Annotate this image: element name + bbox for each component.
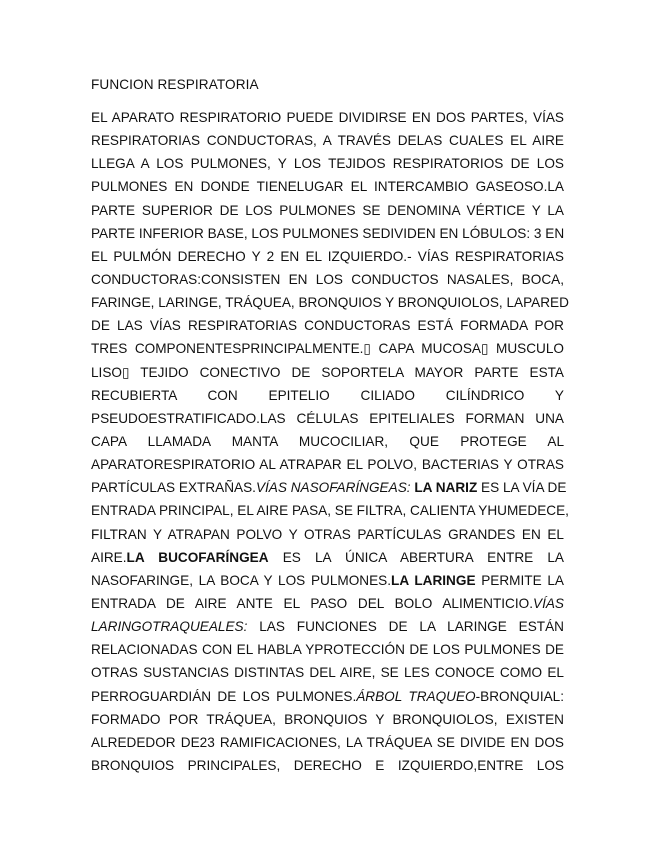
text-line — [91, 731, 564, 754]
text-line — [91, 245, 564, 268]
document-body — [91, 106, 569, 777]
text-line — [91, 129, 564, 152]
text-run: FARINGE, LARINGE, TRÁQUEA, BRONQUIOS Y BRONQUIOLOS, LAPARED — [91, 295, 569, 311]
text-run: -BRONQUIAL: — [475, 688, 564, 704]
text-line — [91, 523, 564, 546]
text-line — [91, 476, 567, 499]
text-run: OTRAS SUSTANCIAS DISTINTAS DEL AIRE, SE LES CONOCE COMO EL — [91, 665, 564, 681]
text-run: APARATORESPIRATORIO AL ATRAPAR EL POLVO, BACTERIAS Y OTRAS — [91, 457, 564, 473]
text-run: PARTE SUPERIOR DE LOS PULMONES SE DENOMINA VÉRTICE Y LA — [91, 202, 564, 218]
text-line — [91, 268, 564, 291]
italic-term: VÍAS NASOFARÍNGEAS: — [255, 480, 411, 496]
text-run: ALREDEDOR DE23 RAMIFICACIONES, LA TRÁQUEA SE DIVIDE EN DOS — [91, 734, 564, 750]
text-run: LISO▯ TEJIDO CONECTIVO DE SOPORTELA MAYOR PARTE ESTA — [91, 364, 564, 380]
text-run: RECUBIERTA CON EPITELIO CILIADO CILÍNDRICO Y — [91, 387, 564, 403]
text-line — [91, 222, 564, 245]
text-line — [91, 615, 564, 638]
document-title: FUNCION RESPIRATORIA — [91, 77, 259, 92]
text-line — [91, 361, 564, 384]
italic-term: ÁRBOL TRAQUEO — [356, 688, 476, 704]
bold-term: LA NARIZ — [414, 480, 478, 496]
text-line — [91, 430, 564, 453]
italic-term: VÍAS — [533, 595, 564, 611]
bold-term: LA LARINGE — [391, 572, 476, 588]
bold-term: LA BUCOFARÍNGEA — [126, 549, 269, 565]
text-line — [91, 175, 564, 198]
text-run: EL PULMÓN DERECHO Y 2 EN EL IZQUIERDO.- VÍAS RESPIRATORIAS — [91, 248, 564, 264]
text-run: EL APARATO RESPIRATORIO PUEDE DIVIDIRSE EN DOS PARTES, VÍAS — [91, 110, 564, 125]
text-line — [91, 453, 564, 476]
text-run: ES LA VÍA DE — [477, 480, 567, 496]
text-line — [91, 314, 564, 337]
text-run: DE LAS VÍAS RESPIRATORIAS CONDUCTORAS ESTÁ FORMADA POR — [91, 318, 564, 334]
text-line — [91, 407, 564, 430]
text-run: PERROGUARDIÁN DE LOS PULMONES. — [91, 688, 357, 704]
text-run: LLEGA A LOS PULMONES, Y LOS TEJIDOS RESPIRATORIOS DE LOS — [91, 156, 564, 172]
text-run: PARTE INFERIOR BASE, LOS PULMONES SEDIVIDEN EN LÓBULOS: 3 EN — [91, 225, 565, 241]
text-line — [91, 592, 564, 615]
text-run: AIRE. — [91, 549, 127, 565]
text-line — [91, 569, 564, 592]
text-run: RESPIRATORIAS CONDUCTORAS, A TRAVÉS DELAS CUALES EL AIRE — [91, 133, 564, 149]
text-run: FORMADO POR TRÁQUEA, BRONQUIOS Y BRONQUIOLOS, EXISTEN — [91, 711, 564, 727]
text-run: CAPA LLAMADA MANTA MUCOCILIAR, QUE PROTEGE AL — [91, 433, 564, 449]
text-run: PERMITE LA — [475, 572, 564, 588]
text-line — [91, 638, 564, 661]
text-run: ENTRADA DE AIRE ANTE EL PASO DEL BOLO ALIMENTICIO. — [91, 595, 534, 611]
text-run: PSEUDOESTRATIFICADO.LAS CÉLULAS EPITELIALES FORMAN UNA — [91, 410, 564, 426]
text-run: TRES COMPONENTESPRINCIPALMENTE.▯ CAPA MUCOSA▯ MUSCULO — [91, 341, 564, 357]
text-line — [91, 661, 564, 684]
text-run: RELACIONADAS CON EL HABLA YPROTECCIÓN DE LOS PULMONES DE — [91, 642, 564, 658]
text-run: FILTRAN Y ATRAPAN POLVO Y OTRAS PARTÍCULAS GRANDES EN EL — [91, 526, 564, 542]
text-line — [91, 754, 564, 777]
text-run: PARTÍCULAS EXTRAÑAS. — [91, 480, 256, 496]
text-run: NASOFARINGE, LA BOCA Y LOS PULMONES. — [91, 572, 392, 588]
text-line — [91, 199, 564, 222]
text-line — [91, 708, 564, 731]
text-run: PULMONES EN DONDE TIENELUGAR EL INTERCAMBIO GASEOSO.LA — [91, 179, 564, 195]
text-run: ENTRADA PRINCIPAL, EL AIRE PASA, SE FILTRA, CALIENTA YHUMEDECE, — [91, 503, 569, 519]
text-run: ES LA ÚNICA ABERTURA ENTRE LA — [268, 549, 564, 565]
text-line — [91, 685, 564, 708]
text-line — [91, 106, 564, 129]
text-run: LAS FUNCIONES DE LA LARINGE ESTÁN — [247, 619, 564, 635]
text-run: CONDUCTORAS:CONSISTEN EN LOS CONDUCTOS NASALES, BOCA, — [91, 271, 564, 287]
text-line — [91, 546, 564, 569]
text-line — [91, 337, 564, 360]
text-line — [91, 291, 569, 314]
text-line — [91, 384, 564, 407]
italic-term: LARINGOTRAQUEALES: — [91, 619, 248, 635]
text-line — [91, 499, 569, 522]
text-run: BRONQUIOS PRINCIPALES, DERECHO E IZQUIERDO,ENTRE LOS — [91, 757, 564, 773]
text-line — [91, 152, 564, 175]
